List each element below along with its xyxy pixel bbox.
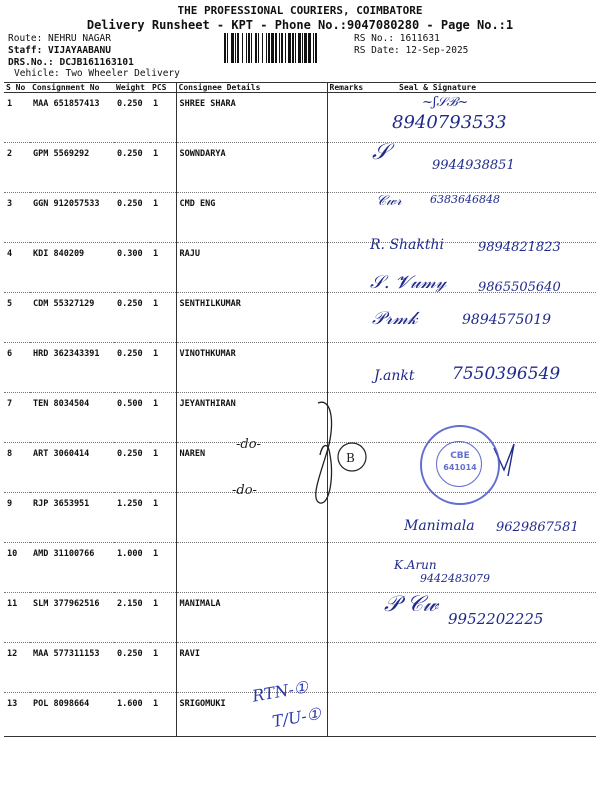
row-remarks [327, 693, 379, 737]
signature-5: 𝒮. 𝓥𝓊𝓂𝓎 [370, 272, 447, 293]
row-consignment: GPM 5569292 [30, 143, 114, 193]
row-weight: 2.150 [114, 593, 150, 643]
row-pcs: 1 [150, 643, 176, 693]
row-weight: 0.250 [114, 443, 150, 493]
signature-2: 𝒮 [372, 140, 390, 165]
row-sno: 5 [4, 293, 30, 343]
row-consignee: RAJU [176, 243, 327, 293]
row-consignment: RJP 3653951 [30, 493, 114, 543]
table-row [4, 543, 596, 593]
row-consignment: KDI 840209 [30, 243, 114, 293]
row-pcs: 1 [150, 493, 176, 543]
svg-text:B: B [346, 451, 355, 465]
row-remarks [327, 93, 379, 143]
handwritten-ditto-9: -do- [236, 437, 261, 452]
col-pcs: PCS [150, 83, 176, 93]
col-consignment: Consignment No [30, 83, 114, 93]
signature-8-10 [300, 395, 380, 510]
signature-6: 𝒫𝓇𝓂𝓀 [372, 308, 418, 329]
row-weight: 1.600 [114, 693, 150, 737]
row-consignee: VINOTHKUMAR [176, 343, 327, 393]
row-sno: 1 [4, 93, 30, 143]
company-seal [420, 425, 500, 505]
row-sno: 12 [4, 643, 30, 693]
rs-date: RS Date: 12-Sep-2025 [354, 45, 469, 56]
route-label: Route: NEHRU NAGAR [8, 33, 111, 44]
row-pcs: 1 [150, 393, 176, 443]
row-remarks [327, 593, 379, 643]
col-sno: S No [4, 83, 30, 93]
row-seal [379, 693, 596, 737]
row-weight: 0.250 [114, 143, 150, 193]
row-consignee: JEYANTHIRAN [176, 393, 327, 443]
row-consignee: MANIMALA [176, 593, 327, 643]
row-consignee: SRIGOMUKI [176, 693, 327, 737]
handwritten-note-line1: RTN-① [250, 677, 310, 706]
table-header [4, 83, 596, 93]
row-consignment: HRD 362343391 [30, 343, 114, 393]
row-sno: 8 [4, 443, 30, 493]
seal-pin: 641014 [443, 463, 477, 472]
row-remarks [327, 543, 379, 593]
handwritten-phone-3: 6383646848 [430, 193, 500, 206]
row-consignment: CDM 55327129 [30, 293, 114, 343]
row-pcs: 1 [150, 193, 176, 243]
company-title: THE PROFESSIONAL COURIERS, COIMBATORE [177, 4, 423, 17]
row-weight: 0.250 [114, 93, 150, 143]
row-pcs: 1 [150, 593, 176, 643]
row-consignee: SHREE SHARA [176, 93, 327, 143]
handwritten-phone-7: 7550396549 [452, 364, 561, 384]
drs-number: DRS.No.: DCJB161163101 [8, 57, 134, 68]
rs-number: RS No.: 1611631 [354, 33, 440, 44]
row-consignment: SLM 377962516 [30, 593, 114, 643]
handwritten-signature-12: K.Arun [394, 558, 437, 572]
row-sno: 9 [4, 493, 30, 543]
row-seal [379, 643, 596, 693]
handwritten-ditto-10: -do- [232, 483, 257, 498]
row-sno: 6 [4, 343, 30, 393]
row-sno: 11 [4, 593, 30, 643]
row-consignment: ART 3060414 [30, 443, 114, 493]
row-consignment: GGN 912057533 [30, 193, 114, 243]
row-consignee: NAREN [176, 443, 327, 493]
runsheet-subtitle: Delivery Runsheet - KPT - Phone No.:9047080280 - Page No.:1 [86, 18, 514, 32]
vehicle-label: Vehicle: Two Wheeler Delivery [14, 68, 180, 79]
handwritten-signature-4: R. Shakthi [370, 237, 444, 253]
handwritten-phone-6: 9894575019 [462, 312, 552, 328]
handwritten-note-line2: T/U-① [270, 703, 323, 732]
row-weight: 0.250 [114, 193, 150, 243]
handwritten-phone-5: 9865505640 [478, 280, 561, 295]
handwritten-phone-4: 9894821823 [478, 240, 561, 255]
row-sno: 10 [4, 543, 30, 593]
table-row [4, 193, 596, 243]
signature-1: ~ʃ𝒮ℬ~ [422, 95, 469, 110]
staff-label: Staff: VIJAYAABANU [8, 45, 111, 56]
row-weight: 1.000 [114, 543, 150, 593]
row-pcs: 1 [150, 443, 176, 493]
row-sno: 7 [4, 393, 30, 443]
row-sno: 13 [4, 693, 30, 737]
col-consignee: Consignee Details [176, 83, 327, 93]
row-remarks [327, 643, 379, 693]
row-consignee: SOWNDARYA [176, 143, 327, 193]
row-pcs: 1 [150, 93, 176, 143]
row-sno: 2 [4, 143, 30, 193]
row-remarks [327, 193, 379, 243]
col-remarks: Remarks [327, 83, 379, 93]
row-pcs: 1 [150, 243, 176, 293]
handwritten-phone-13: 9952202225 [448, 610, 544, 628]
row-consignment: POL 8098664 [30, 693, 114, 737]
handwritten-phone-2: 9944938851 [432, 158, 515, 173]
row-weight: 0.500 [114, 393, 150, 443]
col-seal: Seal & Signature [379, 83, 596, 93]
handwritten-phone-1: 8940793533 [392, 112, 507, 133]
signature-13: 𝒫 𝒞𝓌 [384, 592, 439, 617]
row-consignment: TEN 8034504 [30, 393, 114, 443]
row-consignee [176, 543, 327, 593]
handwritten-phone-11: 9629867581 [496, 520, 579, 535]
row-consignee: CMD ENG [176, 193, 327, 243]
row-pcs: 1 [150, 543, 176, 593]
row-weight: 0.250 [114, 643, 150, 693]
handwritten-signature-7: J.ankt [374, 368, 415, 384]
row-pcs: 1 [150, 343, 176, 393]
row-consignment: MAA 577311153 [30, 643, 114, 693]
row-weight: 0.250 [114, 343, 150, 393]
row-weight: 1.250 [114, 493, 150, 543]
barcode [224, 33, 350, 63]
row-remarks [327, 343, 379, 393]
row-consignment: AMD 31100766 [30, 543, 114, 593]
row-pcs: 1 [150, 143, 176, 193]
row-pcs: 1 [150, 293, 176, 343]
handwritten-signature-11: Manimala [404, 518, 475, 534]
row-consignee: SENTHILKUMAR [176, 293, 327, 343]
row-consignment: MAA 651857413 [30, 93, 114, 143]
row-sno: 4 [4, 243, 30, 293]
row-sno: 3 [4, 193, 30, 243]
signature-3: 𝒞𝓌𝓇 [376, 193, 402, 209]
row-weight: 0.300 [114, 243, 150, 293]
row-pcs: 1 [150, 693, 176, 737]
col-weight: Weight [114, 83, 150, 93]
table-row [4, 93, 596, 143]
row-weight: 0.250 [114, 293, 150, 343]
seal-code: CBE [450, 451, 470, 461]
handwritten-phone-12: 9442483079 [420, 572, 490, 585]
row-consignee: RAVI [176, 643, 327, 693]
